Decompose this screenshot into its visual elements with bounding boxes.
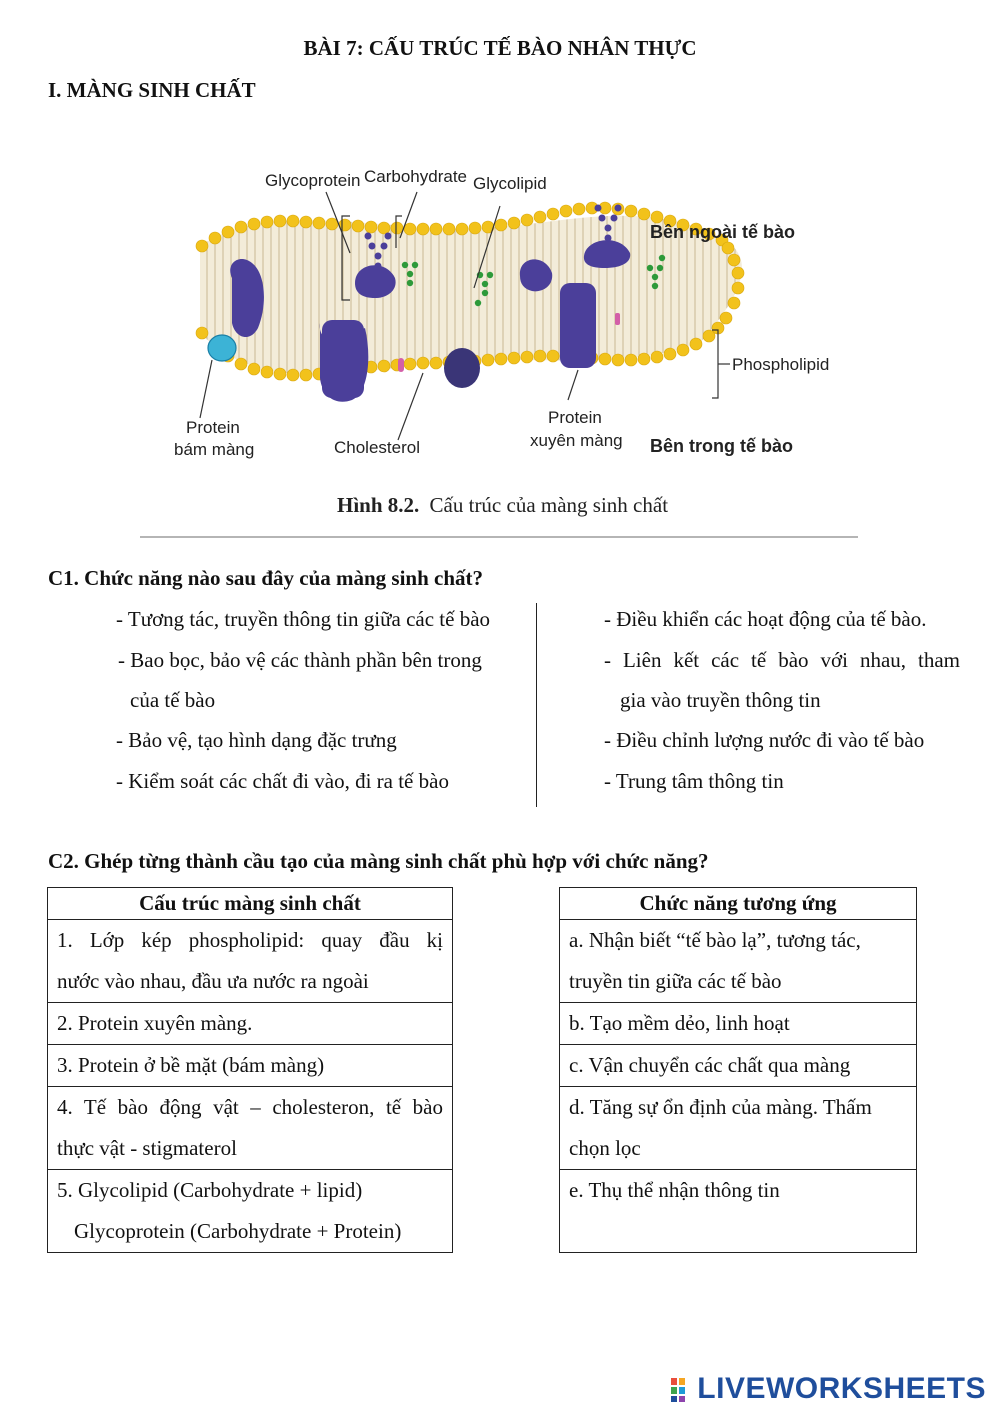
structure-row[interactable]: 5. Glycolipid (Carbohydrate + lipid) Glycoprotein (Carbohydrate + Protein) [48, 1170, 453, 1253]
label-outside: Bên ngoài tế bào [650, 222, 796, 242]
structure-table [47, 887, 453, 1253]
structure-row[interactable]: 1. Lớp kép phospholipid: quay đầu kị nước vào nhau, đầu ưa nước ra ngoài [48, 920, 453, 1003]
label-carbohydrate: Carbohydrate [364, 167, 468, 186]
label-transmembrane-1: Protein [548, 408, 602, 427]
c1-option[interactable]: - Bao bọc, bảo vệ các thành phần bên trong [118, 648, 482, 672]
function-row[interactable]: d. Tăng sự ổn định của màng. Thấm chọn lọc [560, 1087, 917, 1170]
c1-option[interactable]: - Trung tâm thông tin [604, 769, 784, 793]
question-c2: C2. Ghép từng thành cầu tạo của màng sinh chất phù hợp với chức năng? [48, 849, 709, 873]
label-transmembrane-2: xuyên màng [530, 431, 623, 450]
label-inside: Bên trong tế bào [650, 436, 793, 456]
figure-divider [140, 536, 858, 538]
question-c1: C1. Chức năng nào sau đây của màng sinh chất? [48, 566, 484, 590]
protein-cholesterol-area [444, 348, 480, 388]
c1-option[interactable]: - Tương tác, truyền thông tin giữa các tế bào [116, 607, 491, 631]
function-table-header: Chức năng tương ứng [560, 888, 917, 920]
figure-caption: Hình 8.2. Cấu trúc của màng sinh chất [337, 493, 669, 517]
label-peripheral-2: bám màng [174, 440, 255, 459]
structure-row[interactable]: 3. Protein ở bề mặt (bám màng) [48, 1045, 453, 1087]
function-row[interactable]: c. Vận chuyển các chất qua màng [560, 1045, 917, 1087]
function-row[interactable]: e. Thụ thể nhận thông tin [560, 1170, 917, 1253]
label-cholesterol: Cholesterol [334, 438, 420, 457]
peripheral-protein-blue [208, 335, 236, 361]
label-phospholipid: Phospholipid [732, 355, 830, 374]
c1-option[interactable]: - Điều khiển các hoạt động của tế bào. [604, 607, 927, 631]
membrane-figure [140, 128, 858, 540]
liveworksheets-logo: LIVEWORKSHEETS [671, 1372, 986, 1406]
c1-option[interactable]: - Bảo vệ, tạo hình dạng đặc trưng [116, 728, 397, 752]
c1-option-continued: gia vào truyền thông tin [620, 688, 821, 712]
function-row[interactable]: b. Tạo mềm dẻo, linh hoạt [560, 1003, 917, 1045]
structure-row[interactable]: 2. Protein xuyên màng. [48, 1003, 453, 1045]
c1-option[interactable]: - Liên kết các tế bào với nhau, tham [604, 648, 960, 672]
liveworksheets-logo-icon [671, 1378, 693, 1402]
label-peripheral-1: Protein [186, 418, 240, 437]
function-row[interactable]: a. Nhận biết “tế bào lạ”, tương tác, truyền tin giữa các tế bào [560, 920, 917, 1003]
page-title: BÀI 7: CẤU TRÚC TẾ BÀO NHÂN THỰC [303, 36, 697, 60]
c1-option[interactable]: - Kiểm soát các chất đi vào, đi ra tế bào [116, 769, 449, 793]
structure-table-header: Cấu trúc màng sinh chất [48, 888, 453, 920]
structure-row[interactable]: 4. Tế bào động vật – cholesteron, tế bào thực vật - stigmaterol [48, 1087, 453, 1170]
section-heading: I. MÀNG SINH CHẤT [48, 78, 256, 102]
label-glycoprotein: Glycoprotein [265, 171, 361, 190]
transmembrane-protein-2 [560, 283, 596, 368]
c1-divider [536, 603, 537, 807]
c1-option-continued: của tế bào [130, 688, 216, 712]
c1-option[interactable]: - Điều chỉnh lượng nước đi vào tế bào [604, 728, 925, 752]
function-table [559, 887, 917, 1253]
label-glycolipid: Glycolipid [473, 174, 547, 193]
